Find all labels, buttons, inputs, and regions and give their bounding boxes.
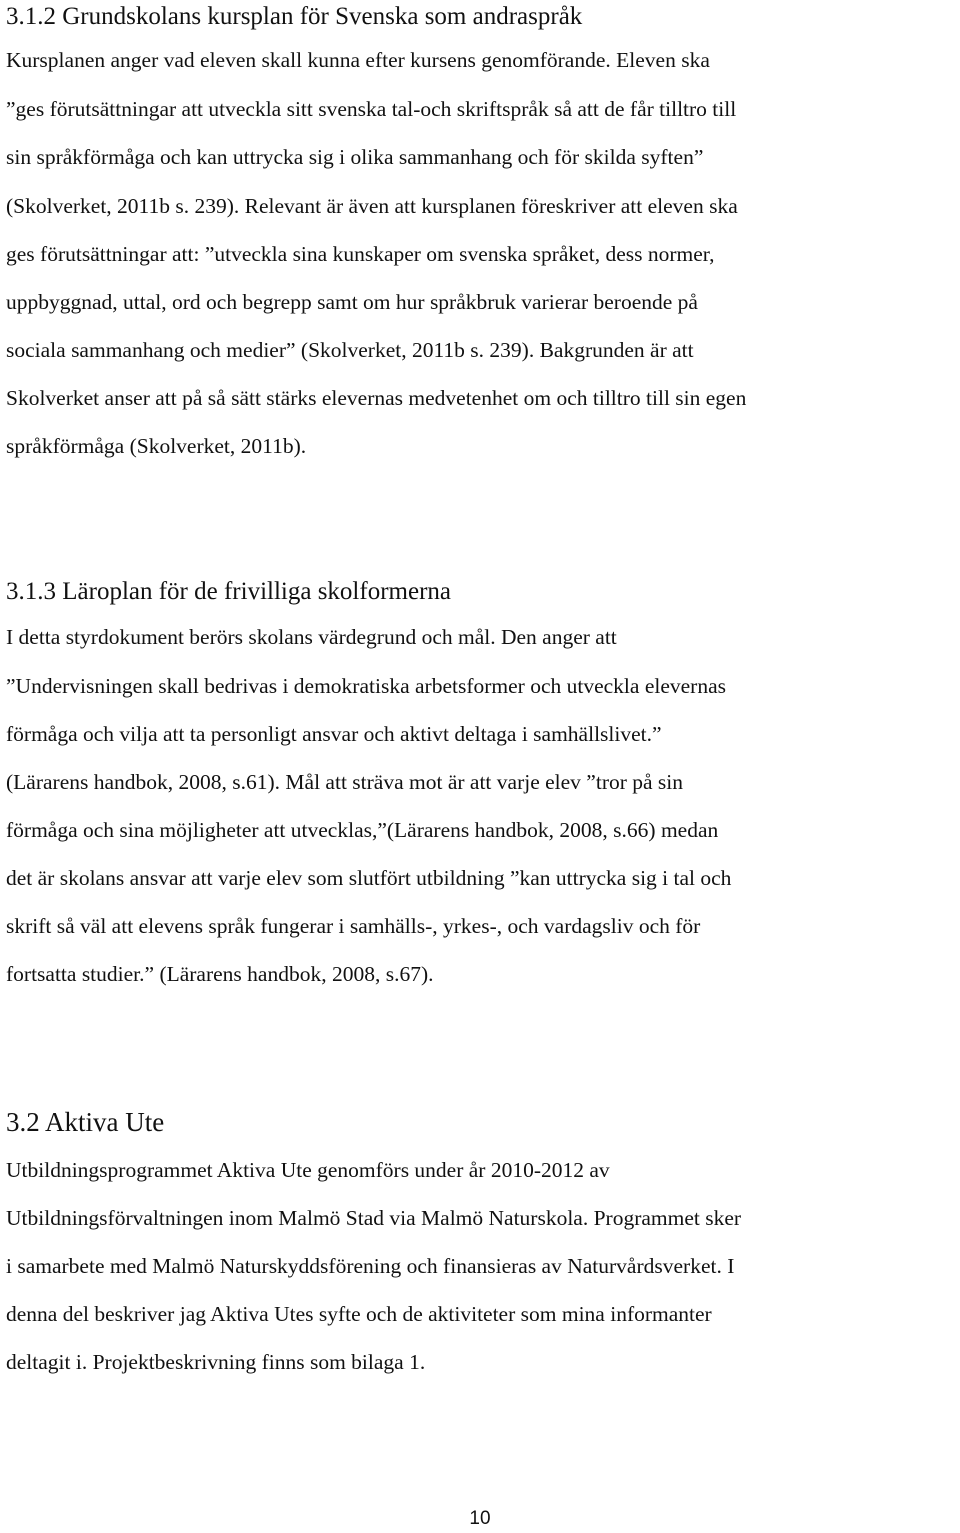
paragraph-line: sociala sammanhang och medier” (Skolverket, 2011b s. 239). Bakgrunden är att bbox=[6, 338, 694, 362]
paragraph-line: (Skolverket, 2011b s. 239). Relevant är även att kursplanen föreskriver att eleven ska bbox=[6, 194, 738, 218]
paragraph-line: Utbildningsförvaltningen inom Malmö Stad via Malmö Naturskola. Programmet sker bbox=[6, 1206, 742, 1230]
page-number: 10 bbox=[469, 1508, 491, 1529]
paragraph-line: det är skolans ansvar att varje elev som slutfört utbildning ”kan uttrycka sig i tal och bbox=[6, 866, 732, 890]
paragraph-line: förmåga och vilja att ta personligt ansvar och aktivt deltaga i samhällslivet.” bbox=[6, 722, 662, 746]
paragraph-line: uppbyggnad, uttal, ord och begrepp samt om hur språkbruk varierar beroende på bbox=[6, 290, 698, 314]
paragraph-line: språkförmåga (Skolverket, 2011b). bbox=[6, 434, 307, 458]
paragraph-line: I detta styrdokument berörs skolans värdegrund och mål. Den anger att bbox=[6, 625, 617, 649]
paragraph-line: Kursplanen anger vad eleven skall kunna efter kursens genomförande. Eleven ska bbox=[6, 48, 710, 72]
paragraph-line: ”Undervisningen skall bedrivas i demokratiska arbetsformer och utveckla elevernas bbox=[6, 674, 726, 698]
paragraph-line: Skolverket anser att på så sätt stärks elevernas medvetenhet om och tilltro till sin egen bbox=[6, 386, 747, 410]
paragraph-line: deltagit i. Projektbeskrivning finns som bilaga 1. bbox=[6, 1350, 426, 1374]
paragraph-line: i samarbete med Malmö Naturskyddsförening och finansieras av Naturvårdsverket. I bbox=[6, 1254, 735, 1278]
paragraph-line: ”ges förutsättningar att utveckla sitt svenska tal-och skriftspråk så att de får tilltro till bbox=[6, 97, 737, 121]
paragraph-line: skrift så väl att elevens språk fungerar i samhälls-, yrkes-, och vardagsliv och för bbox=[6, 914, 701, 938]
paragraph-line: förmåga och sina möjligheter att utvecklas,”(Lärarens handbok, 2008, s.66) medan bbox=[6, 818, 719, 842]
paragraph-line: fortsatta studier.” (Lärarens handbok, 2008, s.67). bbox=[6, 962, 434, 986]
paragraph-line: ges förutsättningar att: ”utveckla sina kunskaper om svenska språket, dess normer, bbox=[6, 242, 715, 266]
paragraph-line: sin språkförmåga och kan uttrycka sig i olika sammanhang och för skilda syften” bbox=[6, 145, 704, 169]
section-heading-3-1-3: 3.1.3 Läroplan för de frivilliga skolformerna bbox=[6, 578, 451, 605]
paragraph-line: Utbildningsprogrammet Aktiva Ute genomförs under år 2010-2012 av bbox=[6, 1158, 610, 1182]
paragraph-line: denna del beskriver jag Aktiva Utes syfte och de aktiviteter som mina informanter bbox=[6, 1302, 712, 1326]
section-heading-3-2: 3.2 Aktiva Ute bbox=[6, 1107, 165, 1137]
paragraph-line: (Lärarens handbok, 2008, s.61). Mål att sträva mot är att varje elev ”tror på sin bbox=[6, 770, 684, 794]
section-heading-3-1-2: 3.1.2 Grundskolans kursplan för Svenska som andraspråk bbox=[6, 3, 583, 30]
